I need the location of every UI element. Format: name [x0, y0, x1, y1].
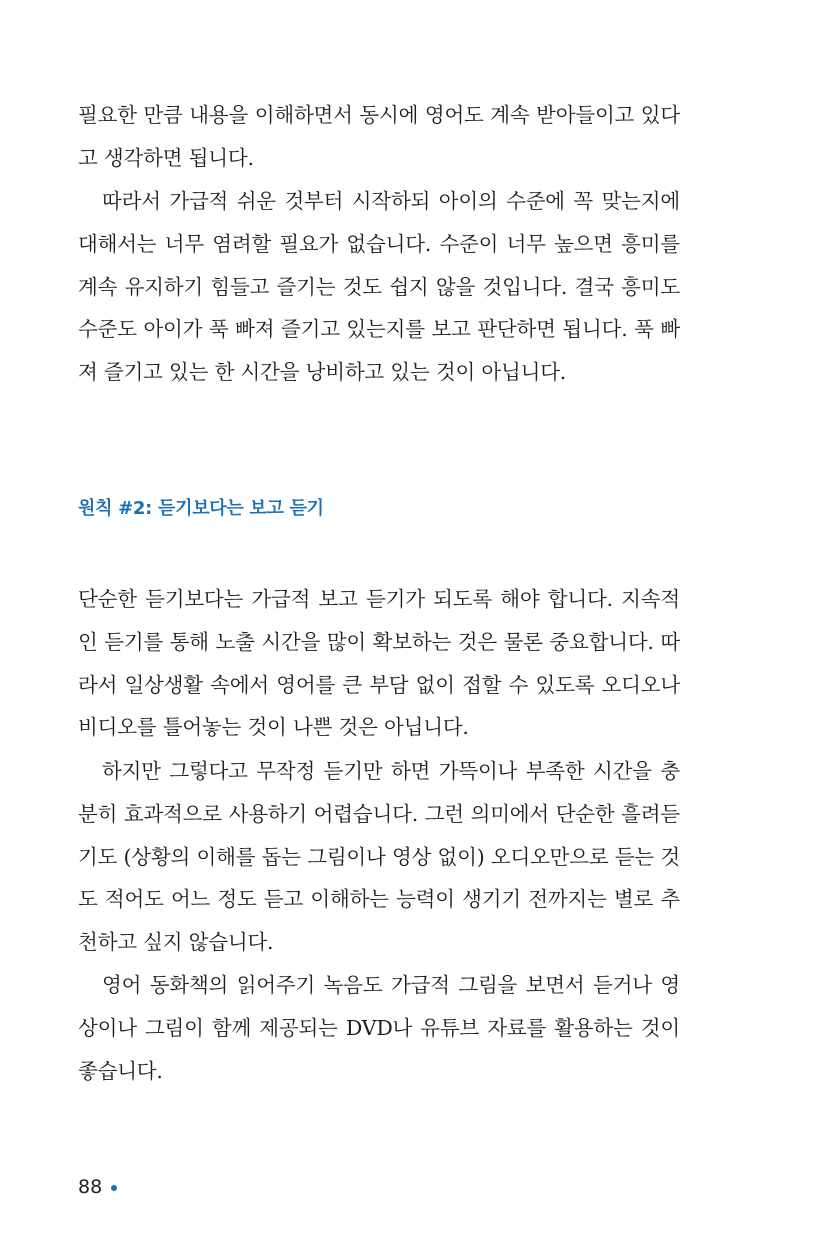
- paragraph-2: 따라서 가급적 쉬운 것부터 시작하되 아이의 수준에 꼭 맞는지에 대해서는 너무 염려할 필요가 없습니다. 수준이 너무 높으면 흥미를 계속 유지하기 힘들고 즐기는 것도 쉽지 않을 것입니다. 결국 흥미도 수준도 아이가 푹 빠져 즐기고 있는지를 보고 판단하면 됩니다. 푹 빠져 즐기고 있는 한 시간을 낭비하고 있는 것이 아닙니다.: [78, 189, 680, 385]
- bullet-dot-icon: [111, 1185, 117, 1191]
- paragraph-1: 필요한 만큼 내용을 이해하면서 동시에 영어도 계속 받아들이고 있다고 생각하면 됩니다.: [78, 103, 680, 170]
- section-heading: 원칙 #2: 듣기보다는 보고 듣기: [78, 498, 324, 519]
- paragraph-4: 하지만 그렇다고 무작정 듣기만 하면 가뜩이나 부족한 시간을 충분히 효과적으로 사용하기 어렵습니다. 그런 의미에서 단순한 흘려듣기도 (상황의 이해를 돕는 그림이나 영상 없이) 오디오만으로 듣는 것도 적어도 어느 정도 듣고 이해하는 능력이 생기기 전까지는 별로 추천하고 싶지 않습니다.: [78, 759, 680, 955]
- page-footer: [78, 1176, 117, 1198]
- paragraph-5: 영어 동화책의 읽어주기 녹음도 가급적 그림을 보면서 듣거나 영상이나 그림이 함께 제공되는 DVD나 유튜브 자료를 활용하는 것이 좋습니다.: [78, 973, 680, 1083]
- paragraph-3: 단순한 듣기보다는 가급적 보고 듣기가 되도록 해야 합니다. 지속적인 듣기를 통해 노출 시간을 많이 확보하는 것은 물론 중요합니다. 따라서 일상생활 속에서 영어를 큰 부담 없이 접할 수 있도록 오디오나 비디오를 틀어놓는 것이 나쁜 것은 아닙니다.: [78, 587, 680, 740]
- page-number: 88: [78, 1176, 103, 1198]
